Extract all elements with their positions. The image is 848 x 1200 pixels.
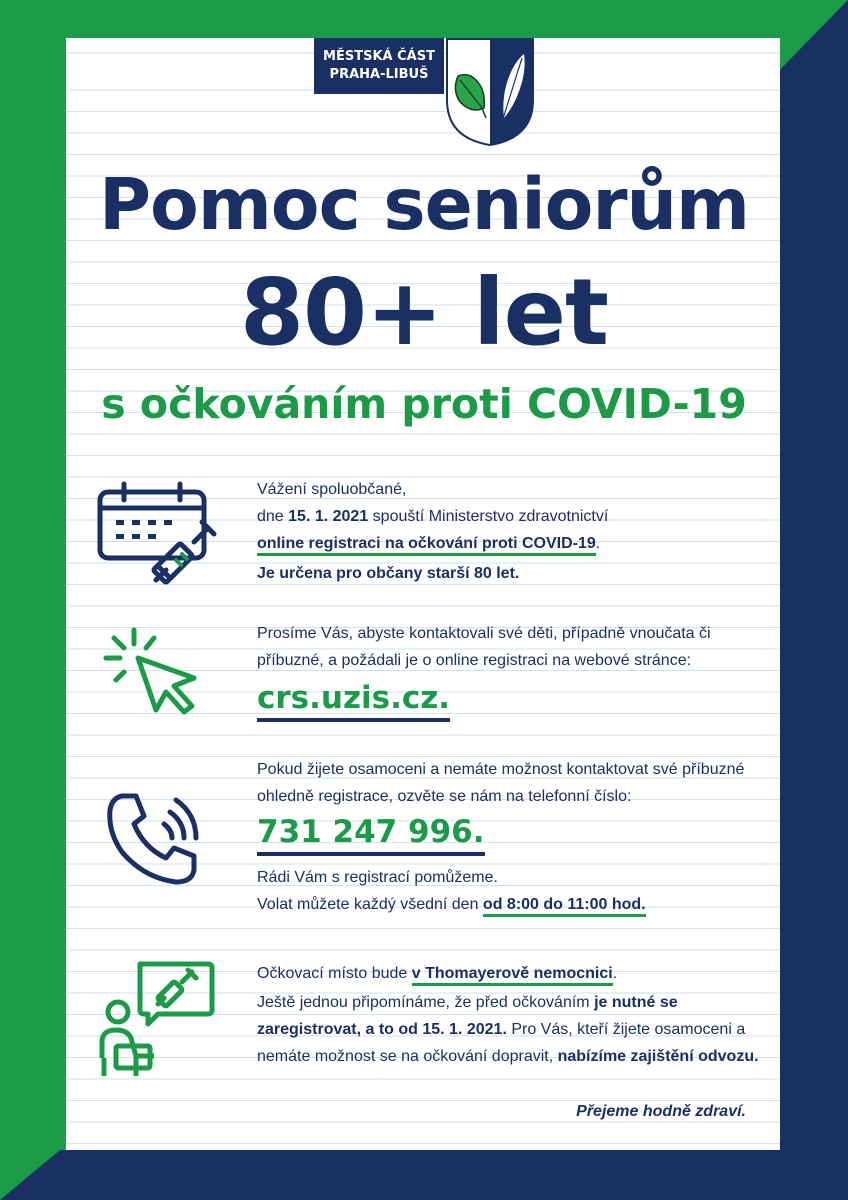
coat-of-arms (446, 38, 534, 146)
website-url[interactable]: crs.uzis.cz. (257, 678, 450, 722)
reminder-text (257, 989, 777, 1070)
reminder-pre: Ještě jednou připomínáme, že před očkováním (257, 994, 595, 1011)
closing-wish: Přejeme hodně zdraví. (576, 1103, 746, 1120)
logo-line-2: PRAHA-LIBUŠ (329, 67, 429, 82)
phone-ringing-icon (104, 790, 204, 890)
district-logo-text (314, 38, 444, 94)
phone-number[interactable]: 731 247 996. (257, 812, 485, 856)
registration-required: je nutné se zaregistrovat, a to od 15. 1. 2021. (257, 994, 678, 1038)
help-note: Rádi Vám s registrací pomůžeme. (257, 869, 498, 886)
phone-request: Pokud žijete osamoceni a nemáte možnost kontaktovat své příbuzné ohledně registrace, ozvěte se nám na telefonní číslo: (257, 761, 745, 805)
title-line-3: s očkováním proti COVID-19 (101, 380, 747, 428)
section-registration (257, 476, 777, 587)
click-cursor-icon (104, 626, 204, 716)
title-line-2: 80+ let (239, 259, 609, 366)
place-line (257, 960, 777, 987)
call-hours: od 8:00 do 11:00 hod. (483, 896, 646, 917)
registration-line (257, 530, 777, 557)
section-vaccination-place (257, 960, 777, 1070)
place-post: . (612, 965, 618, 982)
launch-date: 15. 1. 2021 (288, 508, 369, 525)
person-chat-syringe-icon (96, 960, 216, 1082)
section-phone (257, 756, 777, 918)
launch-info-pre: dne (257, 508, 289, 525)
section-website (257, 620, 777, 722)
reminder-post: Pro Vás, kteří žijete osamoceni a nemáte možnost se na očkování dopravit, (257, 1021, 746, 1065)
age-note: Je určena pro občany starší 80 let. (257, 565, 520, 582)
calendar-syringe-icon (96, 482, 226, 592)
hours-pre: Volat můžete každý všední den (257, 896, 483, 913)
launch-info-post: spouští Ministerstvo zdravotnictví (368, 508, 609, 525)
launch-info (257, 503, 777, 530)
place-pre: Očkovací místo bude (257, 965, 412, 982)
title-line-1: Pomoc seniorům (99, 163, 749, 246)
website-request: Prosíme Vás, abyste kontaktovali své děti, případně vnoučata či příbuzné, a požádali je o online registraci na webové stránce: (257, 625, 711, 669)
online-registration-link: online registraci na očkování proti COVID-19 (257, 535, 596, 556)
period: . (595, 535, 601, 552)
logo-line-1: MĚSTSKÁ ČÁST (323, 49, 435, 64)
greeting: Vážení spoluobčané, (257, 481, 407, 498)
hours-line (257, 891, 777, 918)
transport-offer: nabízíme zajištění odvozu. (557, 1048, 759, 1065)
hospital-name: v Thomayerově nemocnici (412, 965, 613, 986)
